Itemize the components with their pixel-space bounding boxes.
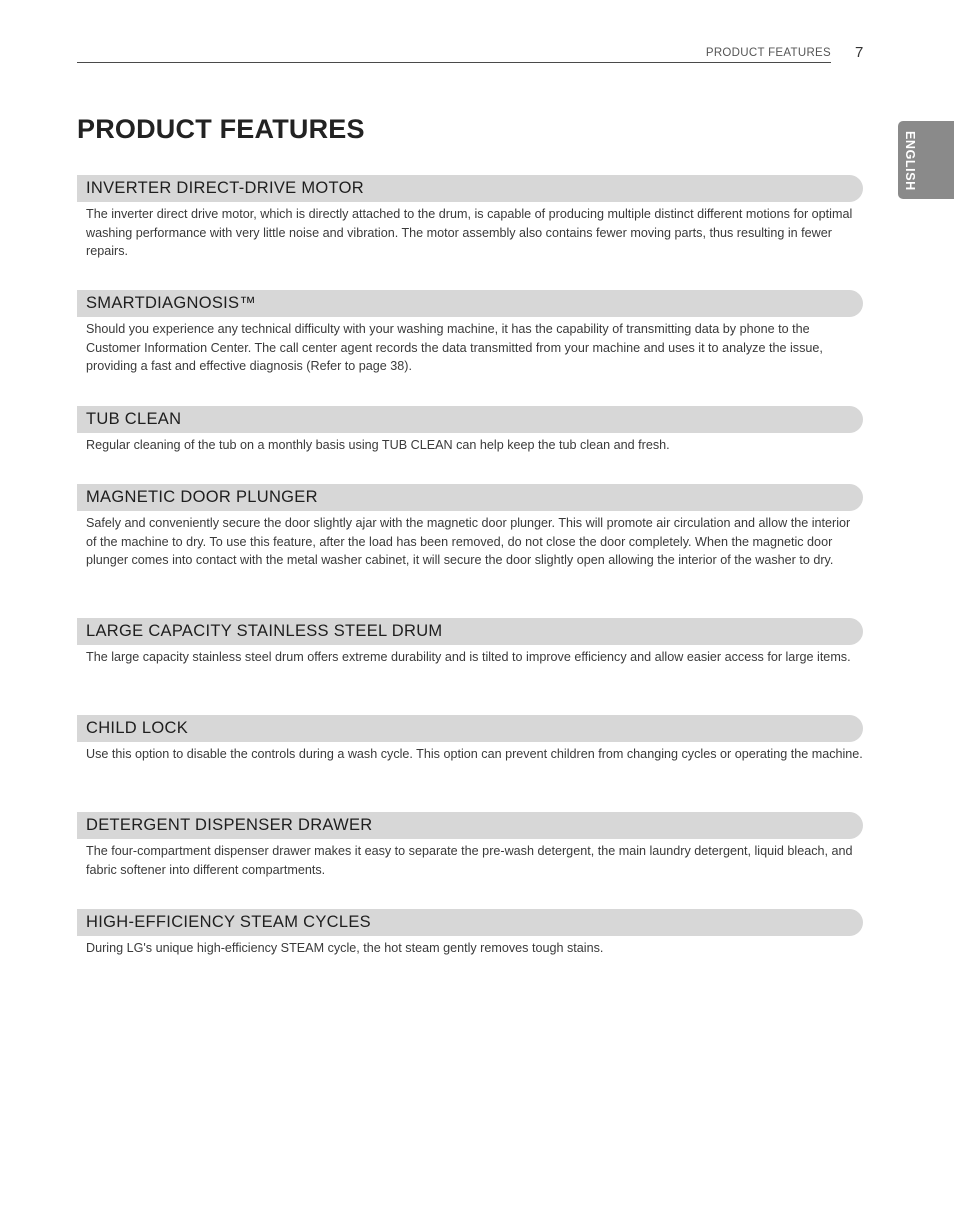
- section-heading: DETERGENT DISPENSER DRAWER: [86, 816, 373, 834]
- section-body: The large capacity stainless steel drum offers extreme durability and is tilted to improve efficiency and allow easier access for large items.: [86, 650, 851, 664]
- language-tab: [898, 121, 954, 199]
- section-heading: CHILD LOCK: [86, 719, 189, 737]
- section-heading: TUB CLEAN: [86, 410, 182, 428]
- section-heading: MAGNETIC DOOR PLUNGER: [86, 488, 318, 506]
- section-heading-bar: [77, 290, 863, 317]
- section-body: The four-compartment dispenser drawer makes it easy to separate the pre-wash detergent, the main laundry detergent, liquid bleach, and fabric softener into different compartments.: [86, 844, 853, 877]
- section-body: The inverter direct drive motor, which is directly attached to the drum, is capable of producing multiple distinct different motions for optimal washing performance with very little noise and vibration. The motor assembly also contains fewer moving parts, thus resulting in fewer repairs.: [86, 207, 853, 259]
- section-body: Safely and conveniently secure the door slightly ajar with the magnetic door plunger. This will promote air circulation and allow the interior of the machine to dry. To use this feature, after the load has been removed, do not close the door completely. When the magnetic door plunger comes into contact with the metal washer cabinet, it will secure the door slightly open allowing the interior of the washer to dry.: [86, 516, 851, 568]
- section-body: Regular cleaning of the tub on a monthly basis using TUB CLEAN can help keep the tub clean and fresh.: [86, 438, 670, 452]
- section-heading-bar: [77, 406, 863, 433]
- section-body: During LG's unique high-efficiency STEAM cycle, the hot steam gently removes tough stains.: [86, 941, 604, 955]
- section-heading-bar: [77, 175, 863, 202]
- feature-section-tub-clean: [77, 406, 863, 455]
- section-body: Use this option to disable the controls during a wash cycle. This option can prevent children from changing cycles or operating the machine.: [86, 747, 863, 761]
- header-divider: [77, 62, 831, 63]
- section-body: Should you experience any technical difficulty with your washing machine, it has the capability of transmitting data by phone to the Customer Information Center. The call center agent records the data transmitted from your machine and uses it to analyze the issue, providing a fast and effective diagnosis (Refer to page 38).: [86, 322, 823, 374]
- section-heading: LARGE CAPACITY STAINLESS STEEL DRUM: [86, 622, 443, 640]
- running-header-title: PRODUCT FEATURES: [705, 47, 831, 59]
- feature-section-child-lock: [77, 715, 863, 764]
- feature-section-inverter-motor: [77, 175, 863, 261]
- section-heading-bar: [77, 484, 863, 511]
- section-heading-bar: [77, 618, 863, 645]
- section-heading: HIGH-EFFICIENCY STEAM CYCLES: [86, 913, 371, 931]
- feature-section-magnetic-door-plunger: [77, 484, 863, 570]
- page-title: PRODUCT FEATURES: [77, 114, 365, 144]
- section-heading-bar: [77, 812, 863, 839]
- feature-section-steel-drum: [77, 618, 863, 667]
- section-heading-bar: [77, 909, 863, 936]
- section-heading-bar: [77, 715, 863, 742]
- page-number: 7: [855, 44, 864, 61]
- language-tab-label: ENGLISH: [903, 131, 917, 191]
- feature-section-smartdiagnosis: [77, 290, 863, 376]
- feature-section-dispenser-drawer: [77, 812, 863, 879]
- feature-section-steam-cycles: [77, 909, 863, 958]
- section-heading: INVERTER DIRECT-DRIVE MOTOR: [86, 179, 364, 197]
- section-heading: SMARTDIAGNOSIS™: [86, 294, 257, 312]
